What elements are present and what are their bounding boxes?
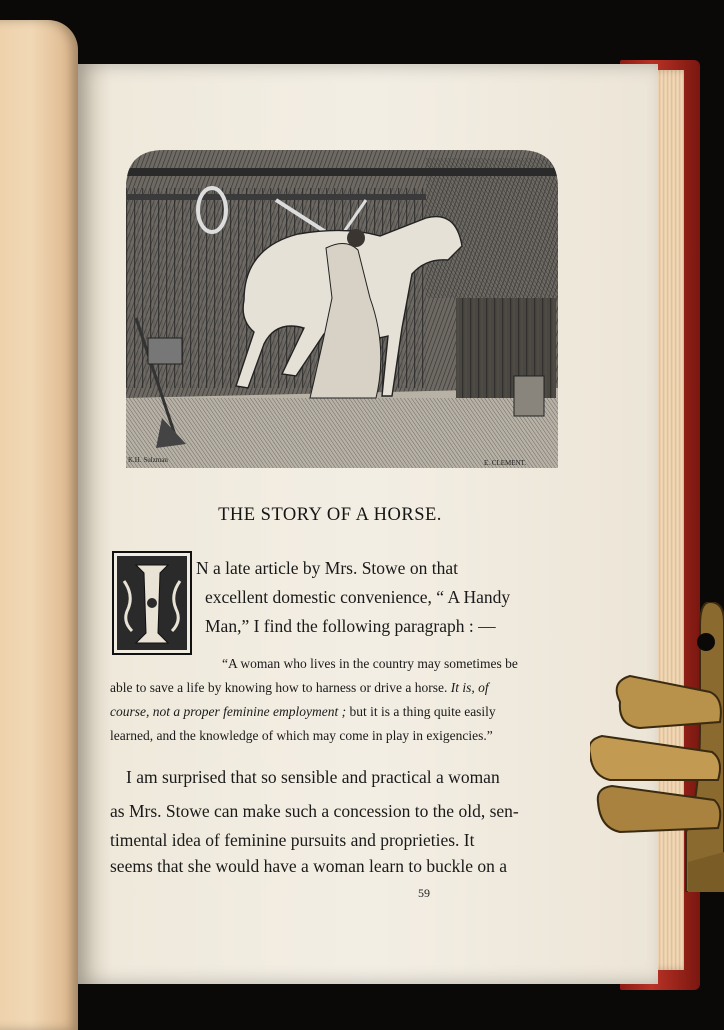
left-page-edge	[0, 20, 78, 1030]
paragraph2-line1: I am surprised that so sensible and practical a woman	[126, 767, 500, 787]
paragraph1-line1: N a late article by Mrs. Stowe on that	[196, 558, 458, 578]
paragraph1-line3: Man,” I find the following paragraph : —	[205, 616, 496, 636]
artist-signature: K.H. Sulzman	[128, 456, 168, 464]
drop-cap-letter: I	[151, 611, 153, 612]
chapter-title: THE STORY OF A HORSE.	[218, 505, 442, 525]
quote-line2	[110, 680, 489, 696]
quote-line1: “A woman who lives in the country may sometimes be	[222, 656, 518, 671]
engraver-signature: E. CLEMENT.	[484, 459, 527, 467]
quote-line2-text: able to save a life by knowing how to harness or drive a horse.	[110, 680, 448, 695]
horse-engraving-illustration	[126, 148, 558, 468]
quote-line4: learned, and the knowledge of which may come in play in exigencies.”	[110, 728, 493, 743]
ornamental-drop-cap	[112, 551, 192, 655]
quote-line3-text: but it is a thing quite easily	[346, 704, 496, 719]
quote-line3-italic: course, not a proper feminine employment ;	[110, 704, 347, 719]
quote-line2-italic: It is, of	[447, 680, 489, 695]
paragraph2-line3: timental idea of feminine pursuits and proprieties. It	[110, 830, 475, 850]
paragraph2-line2: as Mrs. Stowe can make such a concession to the old, sen-	[110, 801, 519, 821]
paragraph1-line2: excellent domestic convenience, “ A Handy	[205, 587, 511, 607]
brass-page-clip	[590, 602, 724, 892]
quote-line3	[110, 704, 496, 720]
paragraph2-line4: seems that she would have a woman learn to buckle on a	[110, 856, 508, 876]
page-number: 59	[418, 886, 430, 900]
